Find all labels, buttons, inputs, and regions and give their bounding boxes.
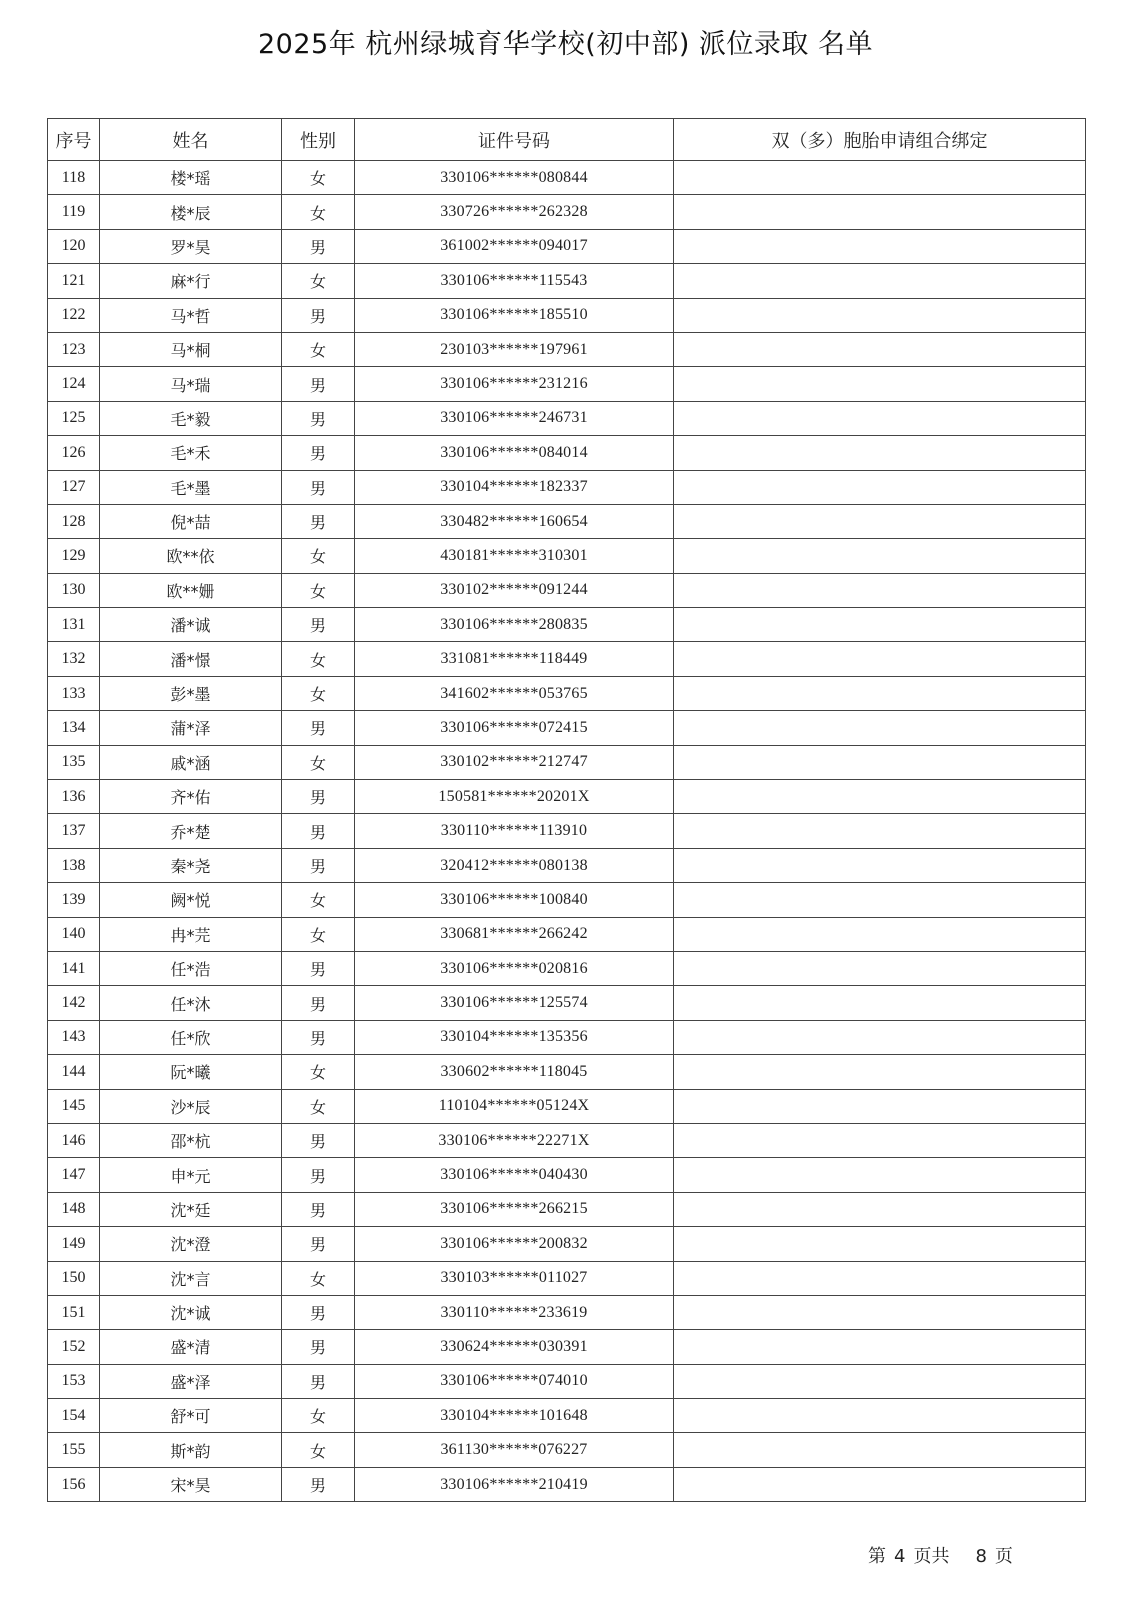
cell-gender: 男 — [282, 1295, 355, 1329]
cell-no: 151 — [48, 1295, 100, 1329]
cell-name: 沈*诚 — [100, 1295, 282, 1329]
cell-twins — [674, 161, 1086, 195]
cell-twins — [674, 676, 1086, 710]
cell-no: 139 — [48, 883, 100, 917]
cell-no: 141 — [48, 951, 100, 985]
table-row — [48, 1158, 1086, 1192]
table-row — [48, 1330, 1086, 1364]
cell-twins — [674, 195, 1086, 229]
cell-twins — [674, 608, 1086, 642]
cell-id: 330482******160654 — [355, 504, 674, 538]
table-row — [48, 951, 1086, 985]
cell-gender: 女 — [282, 1433, 355, 1467]
cell-gender: 女 — [282, 1399, 355, 1433]
table-row — [48, 1192, 1086, 1226]
cell-no: 143 — [48, 1020, 100, 1054]
cell-no: 124 — [48, 367, 100, 401]
cell-twins — [674, 298, 1086, 332]
cell-id: 330103******011027 — [355, 1261, 674, 1295]
cell-gender: 女 — [282, 883, 355, 917]
table-row — [48, 883, 1086, 917]
table-row — [48, 780, 1086, 814]
cell-twins — [674, 573, 1086, 607]
cell-id: 330624******030391 — [355, 1330, 674, 1364]
cell-name: 毛*毅 — [100, 401, 282, 435]
cell-no: 149 — [48, 1227, 100, 1261]
cell-gender: 女 — [282, 195, 355, 229]
cell-name: 毛*墨 — [100, 470, 282, 504]
cell-name: 冉*芫 — [100, 917, 282, 951]
cell-id: 330106******22271X — [355, 1123, 674, 1157]
cell-no: 128 — [48, 504, 100, 538]
cell-no: 125 — [48, 401, 100, 435]
cell-no: 134 — [48, 711, 100, 745]
cell-gender: 女 — [282, 161, 355, 195]
cell-name: 申*元 — [100, 1158, 282, 1192]
table-row — [48, 1089, 1086, 1123]
cell-id: 330602******118045 — [355, 1055, 674, 1089]
cell-no: 135 — [48, 745, 100, 779]
header-id: 证件号码 — [355, 119, 674, 161]
cell-id: 330110******113910 — [355, 814, 674, 848]
cell-name: 舒*可 — [100, 1399, 282, 1433]
cell-id: 330106******231216 — [355, 367, 674, 401]
cell-id: 361002******094017 — [355, 229, 674, 263]
table-row — [48, 814, 1086, 848]
cell-no: 150 — [48, 1261, 100, 1295]
footer-page-number: 4 — [894, 1546, 906, 1567]
table-row — [48, 917, 1086, 951]
cell-gender: 女 — [282, 539, 355, 573]
cell-id: 330106******266215 — [355, 1192, 674, 1226]
footer-suffix: 页 — [994, 1546, 1013, 1567]
cell-id: 230103******197961 — [355, 332, 674, 366]
header-no: 序号 — [48, 119, 100, 161]
cell-gender: 女 — [282, 642, 355, 676]
table-row — [48, 367, 1086, 401]
table-row — [48, 161, 1086, 195]
cell-no: 142 — [48, 986, 100, 1020]
cell-id: 361130******076227 — [355, 1433, 674, 1467]
table-row — [48, 848, 1086, 882]
cell-id: 330106******074010 — [355, 1364, 674, 1398]
cell-name: 罗*昊 — [100, 229, 282, 263]
cell-gender: 男 — [282, 229, 355, 263]
cell-no: 155 — [48, 1433, 100, 1467]
cell-twins — [674, 951, 1086, 985]
cell-gender: 女 — [282, 1089, 355, 1123]
cell-name: 马*桐 — [100, 332, 282, 366]
cell-twins — [674, 1295, 1086, 1329]
cell-gender: 女 — [282, 917, 355, 951]
cell-no: 140 — [48, 917, 100, 951]
table-header-row — [48, 119, 1086, 161]
cell-twins — [674, 814, 1086, 848]
cell-no: 122 — [48, 298, 100, 332]
cell-gender: 女 — [282, 573, 355, 607]
cell-name: 倪*喆 — [100, 504, 282, 538]
table-row — [48, 470, 1086, 504]
cell-twins — [674, 848, 1086, 882]
cell-no: 123 — [48, 332, 100, 366]
cell-twins — [674, 1020, 1086, 1054]
footer-middle: 页共 — [913, 1546, 950, 1567]
cell-gender: 男 — [282, 401, 355, 435]
cell-name: 斯*韵 — [100, 1433, 282, 1467]
table-row — [48, 1433, 1086, 1467]
cell-no: 131 — [48, 608, 100, 642]
table-row — [48, 195, 1086, 229]
cell-gender: 男 — [282, 298, 355, 332]
cell-no: 132 — [48, 642, 100, 676]
cell-no: 144 — [48, 1055, 100, 1089]
cell-name: 阙*悦 — [100, 883, 282, 917]
cell-twins — [674, 401, 1086, 435]
table-row — [48, 711, 1086, 745]
cell-gender: 男 — [282, 848, 355, 882]
table-row — [48, 436, 1086, 470]
cell-twins — [674, 1364, 1086, 1398]
table-row — [48, 608, 1086, 642]
cell-no: 137 — [48, 814, 100, 848]
cell-name: 欧**依 — [100, 539, 282, 573]
cell-twins — [674, 504, 1086, 538]
cell-no: 130 — [48, 573, 100, 607]
cell-gender: 女 — [282, 1055, 355, 1089]
cell-name: 秦*尧 — [100, 848, 282, 882]
cell-name: 宋*昊 — [100, 1467, 282, 1501]
cell-twins — [674, 436, 1086, 470]
table-row — [48, 1295, 1086, 1329]
cell-id: 330102******091244 — [355, 573, 674, 607]
cell-no: 156 — [48, 1467, 100, 1501]
cell-no: 120 — [48, 229, 100, 263]
page-footer — [868, 1542, 1013, 1568]
cell-twins — [674, 1261, 1086, 1295]
cell-gender: 男 — [282, 780, 355, 814]
cell-no: 152 — [48, 1330, 100, 1364]
cell-name: 彭*墨 — [100, 676, 282, 710]
header-twins: 双（多）胞胎申请组合绑定 — [674, 119, 1086, 161]
cell-no: 153 — [48, 1364, 100, 1398]
cell-no: 138 — [48, 848, 100, 882]
cell-name: 任*浩 — [100, 951, 282, 985]
cell-no: 147 — [48, 1158, 100, 1192]
cell-name: 盛*清 — [100, 1330, 282, 1364]
cell-twins — [674, 780, 1086, 814]
cell-name: 楼*辰 — [100, 195, 282, 229]
footer-prefix: 第 — [868, 1546, 886, 1567]
cell-name: 齐*佑 — [100, 780, 282, 814]
cell-no: 154 — [48, 1399, 100, 1433]
cell-gender: 男 — [282, 608, 355, 642]
cell-id: 330106******115543 — [355, 264, 674, 298]
cell-id: 330106******185510 — [355, 298, 674, 332]
cell-name: 乔*楚 — [100, 814, 282, 848]
cell-gender: 男 — [282, 711, 355, 745]
cell-twins — [674, 1158, 1086, 1192]
cell-twins — [674, 367, 1086, 401]
table-row — [48, 745, 1086, 779]
cell-id: 330726******262328 — [355, 195, 674, 229]
cell-gender: 男 — [282, 1467, 355, 1501]
cell-twins — [674, 1089, 1086, 1123]
cell-name: 沈*澄 — [100, 1227, 282, 1261]
cell-id: 330106******040430 — [355, 1158, 674, 1192]
cell-name: 楼*瑶 — [100, 161, 282, 195]
cell-id: 330106******200832 — [355, 1227, 674, 1261]
cell-name: 邵*杭 — [100, 1123, 282, 1157]
cell-twins — [674, 229, 1086, 263]
table-row — [48, 1227, 1086, 1261]
cell-gender: 女 — [282, 332, 355, 366]
cell-twins — [674, 1330, 1086, 1364]
cell-id: 331081******118449 — [355, 642, 674, 676]
cell-gender: 男 — [282, 367, 355, 401]
cell-gender: 男 — [282, 1020, 355, 1054]
cell-no: 145 — [48, 1089, 100, 1123]
table-row — [48, 1055, 1086, 1089]
cell-no: 148 — [48, 1192, 100, 1226]
cell-no: 126 — [48, 436, 100, 470]
cell-twins — [674, 1433, 1086, 1467]
table-row — [48, 401, 1086, 435]
table-row — [48, 1364, 1086, 1398]
cell-id: 330106******210419 — [355, 1467, 674, 1501]
page-title: 2025年 杭州绿城育华学校(初中部) 派位录取 名单 — [257, 29, 874, 60]
cell-gender: 男 — [282, 1192, 355, 1226]
cell-twins — [674, 642, 1086, 676]
cell-name: 潘*诚 — [100, 608, 282, 642]
cell-name: 沈*廷 — [100, 1192, 282, 1226]
cell-no: 118 — [48, 161, 100, 195]
header-gender: 性别 — [282, 119, 355, 161]
cell-twins — [674, 1467, 1086, 1501]
cell-twins — [674, 539, 1086, 573]
cell-gender: 男 — [282, 814, 355, 848]
cell-no: 129 — [48, 539, 100, 573]
cell-no: 146 — [48, 1123, 100, 1157]
cell-gender: 女 — [282, 745, 355, 779]
cell-id: 330106******280835 — [355, 608, 674, 642]
cell-twins — [674, 470, 1086, 504]
cell-name: 欧**姗 — [100, 573, 282, 607]
cell-name: 沙*辰 — [100, 1089, 282, 1123]
cell-twins — [674, 1123, 1086, 1157]
cell-id: 330106******080844 — [355, 161, 674, 195]
table-row — [48, 1123, 1086, 1157]
cell-name: 潘*憬 — [100, 642, 282, 676]
cell-gender: 男 — [282, 1158, 355, 1192]
cell-twins — [674, 917, 1086, 951]
cell-no: 127 — [48, 470, 100, 504]
cell-gender: 女 — [282, 1261, 355, 1295]
table-row — [48, 264, 1086, 298]
table-row — [48, 573, 1086, 607]
cell-no: 133 — [48, 676, 100, 710]
cell-gender: 男 — [282, 951, 355, 985]
cell-id: 330106******100840 — [355, 883, 674, 917]
table-row — [48, 1467, 1086, 1501]
cell-twins — [674, 1227, 1086, 1261]
cell-gender: 男 — [282, 470, 355, 504]
cell-gender: 男 — [282, 436, 355, 470]
table-row — [48, 332, 1086, 366]
cell-name: 毛*禾 — [100, 436, 282, 470]
cell-twins — [674, 745, 1086, 779]
table-row — [48, 539, 1086, 573]
cell-gender: 男 — [282, 1227, 355, 1261]
table-row — [48, 676, 1086, 710]
cell-id: 330106******072415 — [355, 711, 674, 745]
cell-twins — [674, 332, 1086, 366]
table-row — [48, 504, 1086, 538]
table-row — [48, 986, 1086, 1020]
cell-name: 任*沐 — [100, 986, 282, 1020]
cell-gender: 女 — [282, 676, 355, 710]
cell-id: 110104******05124X — [355, 1089, 674, 1123]
cell-id: 320412******080138 — [355, 848, 674, 882]
cell-twins — [674, 883, 1086, 917]
table-body — [48, 161, 1086, 1502]
cell-gender: 女 — [282, 264, 355, 298]
cell-twins — [674, 1192, 1086, 1226]
footer-total-pages: 8 — [975, 1546, 987, 1567]
cell-id: 330104******101648 — [355, 1399, 674, 1433]
table-row — [48, 1261, 1086, 1295]
cell-no: 119 — [48, 195, 100, 229]
cell-name: 马*瑞 — [100, 367, 282, 401]
cell-id: 330106******084014 — [355, 436, 674, 470]
cell-id: 430181******310301 — [355, 539, 674, 573]
cell-name: 阮*曦 — [100, 1055, 282, 1089]
cell-id: 330104******135356 — [355, 1020, 674, 1054]
cell-gender: 男 — [282, 1123, 355, 1157]
cell-id: 330106******246731 — [355, 401, 674, 435]
table-row — [48, 298, 1086, 332]
cell-twins — [674, 986, 1086, 1020]
cell-name: 戚*涵 — [100, 745, 282, 779]
cell-name: 马*哲 — [100, 298, 282, 332]
cell-name: 蒲*泽 — [100, 711, 282, 745]
cell-gender: 男 — [282, 1364, 355, 1398]
cell-id: 330110******233619 — [355, 1295, 674, 1329]
admission-table — [47, 118, 1086, 1502]
table-row — [48, 229, 1086, 263]
table-row — [48, 1020, 1086, 1054]
cell-gender: 男 — [282, 504, 355, 538]
cell-twins — [674, 711, 1086, 745]
cell-id: 330106******020816 — [355, 951, 674, 985]
cell-twins — [674, 1055, 1086, 1089]
cell-id: 150581******20201X — [355, 780, 674, 814]
cell-id: 330104******182337 — [355, 470, 674, 504]
cell-no: 121 — [48, 264, 100, 298]
cell-id: 330106******125574 — [355, 986, 674, 1020]
header-name: 姓名 — [100, 119, 282, 161]
cell-twins — [674, 1399, 1086, 1433]
table-row — [48, 1399, 1086, 1433]
cell-name: 麻*行 — [100, 264, 282, 298]
cell-gender: 男 — [282, 986, 355, 1020]
cell-name: 沈*言 — [100, 1261, 282, 1295]
cell-id: 341602******053765 — [355, 676, 674, 710]
cell-id: 330102******212747 — [355, 745, 674, 779]
cell-gender: 男 — [282, 1330, 355, 1364]
cell-name: 盛*泽 — [100, 1364, 282, 1398]
cell-twins — [674, 264, 1086, 298]
cell-no: 136 — [48, 780, 100, 814]
cell-name: 任*欣 — [100, 1020, 282, 1054]
cell-id: 330681******266242 — [355, 917, 674, 951]
table-row — [48, 642, 1086, 676]
